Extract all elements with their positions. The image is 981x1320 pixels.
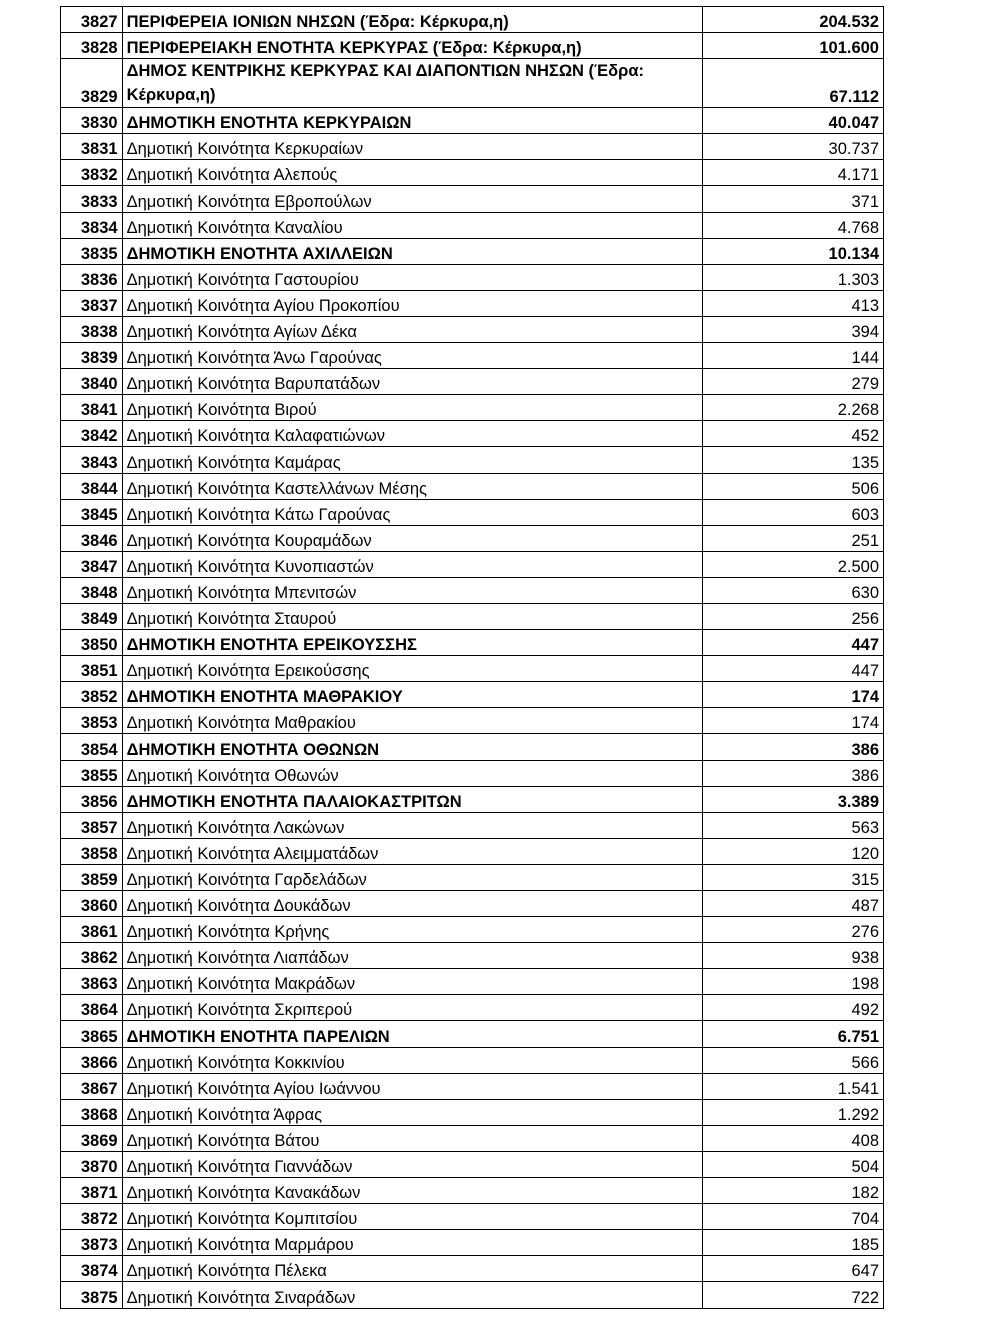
row-code: 3857 bbox=[61, 812, 123, 838]
row-population: 251 bbox=[703, 525, 884, 551]
row-code: 3831 bbox=[61, 134, 123, 160]
table-row bbox=[61, 1178, 884, 1204]
row-name: Δημοτική Κοινότητα Βιρού bbox=[122, 395, 703, 421]
row-code: 3873 bbox=[61, 1230, 123, 1256]
row-population: 452 bbox=[703, 421, 884, 447]
row-code: 3871 bbox=[61, 1178, 123, 1204]
row-population: 67.112 bbox=[703, 59, 884, 108]
row-population: 722 bbox=[703, 1282, 884, 1308]
row-name: Δημοτική Κοινότητα Κερκυραίων bbox=[122, 134, 703, 160]
table-row bbox=[61, 1047, 884, 1073]
table-row bbox=[61, 212, 884, 238]
row-population: 10.134 bbox=[703, 238, 884, 264]
table-row bbox=[61, 7, 884, 33]
row-name: Δημοτική Κοινότητα Σταυρού bbox=[122, 603, 703, 629]
table-row bbox=[61, 943, 884, 969]
table-row bbox=[61, 421, 884, 447]
row-population: 1.541 bbox=[703, 1073, 884, 1099]
row-code: 3868 bbox=[61, 1099, 123, 1125]
row-name: ΠΕΡΙΦΕΡΕΙΑ ΙΟΝΙΩΝ ΝΗΣΩΝ (Έδρα: Κέρκυρα,η) bbox=[122, 7, 703, 33]
row-code: 3835 bbox=[61, 238, 123, 264]
row-population: 135 bbox=[703, 447, 884, 473]
table-row bbox=[61, 603, 884, 629]
row-name: Δημοτική Κοινότητα Οθωνών bbox=[122, 760, 703, 786]
table-row bbox=[61, 838, 884, 864]
row-code: 3858 bbox=[61, 838, 123, 864]
table-row bbox=[61, 343, 884, 369]
table-row bbox=[61, 891, 884, 917]
table-row bbox=[61, 708, 884, 734]
row-name: Δημοτική Κοινότητα Καλαφατιώνων bbox=[122, 421, 703, 447]
table-row bbox=[61, 395, 884, 421]
row-code: 3860 bbox=[61, 891, 123, 917]
row-name: Δημοτική Κοινότητα Άφρας bbox=[122, 1099, 703, 1125]
row-population: 6.751 bbox=[703, 1021, 884, 1047]
table-row bbox=[61, 238, 884, 264]
row-population: 144 bbox=[703, 343, 884, 369]
row-code: 3872 bbox=[61, 1204, 123, 1230]
row-population: 101.600 bbox=[703, 33, 884, 59]
row-population: 566 bbox=[703, 1047, 884, 1073]
row-name: Δημοτική Κοινότητα Βάτου bbox=[122, 1125, 703, 1151]
row-population: 185 bbox=[703, 1230, 884, 1256]
row-code: 3827 bbox=[61, 7, 123, 33]
row-name: ΔΗΜΟΤΙΚΗ ΕΝΟΤΗΤΑ ΑΧΙΛΛΕΙΩΝ bbox=[122, 238, 703, 264]
row-code: 3863 bbox=[61, 969, 123, 995]
row-code: 3829 bbox=[61, 59, 123, 108]
row-name: Δημοτική Κοινότητα Δουκάδων bbox=[122, 891, 703, 917]
table-row bbox=[61, 551, 884, 577]
row-population: 40.047 bbox=[703, 108, 884, 134]
row-name: ΔΗΜΟΣ ΚΕΝΤΡΙΚΗΣ ΚΕΡΚΥΡΑΣ ΚΑΙ ΔΙΑΠΟΝΤΙΩΝ ΝΗΣΩΝ (Έδρα: Κέρκυρα,η) bbox=[122, 59, 703, 108]
row-population: 120 bbox=[703, 838, 884, 864]
table-row bbox=[61, 59, 884, 108]
table-row bbox=[61, 1282, 884, 1308]
row-code: 3852 bbox=[61, 682, 123, 708]
row-population: 2.500 bbox=[703, 551, 884, 577]
row-population: 630 bbox=[703, 577, 884, 603]
row-name: Δημοτική Κοινότητα Γαστουρίου bbox=[122, 264, 703, 290]
table-row bbox=[61, 760, 884, 786]
row-code: 3865 bbox=[61, 1021, 123, 1047]
row-name: ΔΗΜΟΤΙΚΗ ΕΝΟΤΗΤΑ ΠΑΛΑΙΟΚΑΣΤΡΙΤΩΝ bbox=[122, 786, 703, 812]
table-row bbox=[61, 108, 884, 134]
row-name: Δημοτική Κοινότητα Ερεικούσσης bbox=[122, 656, 703, 682]
row-code: 3834 bbox=[61, 212, 123, 238]
row-name: Δημοτική Κοινότητα Μαρμάρου bbox=[122, 1230, 703, 1256]
table-row bbox=[61, 473, 884, 499]
table-row bbox=[61, 1256, 884, 1282]
row-code: 3828 bbox=[61, 33, 123, 59]
row-population: 3.389 bbox=[703, 786, 884, 812]
table-row bbox=[61, 290, 884, 316]
table-row bbox=[61, 1021, 884, 1047]
row-population: 30.737 bbox=[703, 134, 884, 160]
table-row bbox=[61, 134, 884, 160]
row-code: 3844 bbox=[61, 473, 123, 499]
row-population: 4.171 bbox=[703, 160, 884, 186]
row-code: 3849 bbox=[61, 603, 123, 629]
population-table-body bbox=[61, 7, 884, 1309]
table-row bbox=[61, 1099, 884, 1125]
table-row bbox=[61, 630, 884, 656]
row-name: ΔΗΜΟΤΙΚΗ ΕΝΟΤΗΤΑ ΟΘΩΝΩΝ bbox=[122, 734, 703, 760]
row-population: 4.768 bbox=[703, 212, 884, 238]
row-name: Δημοτική Κοινότητα Σκριπερού bbox=[122, 995, 703, 1021]
row-code: 3839 bbox=[61, 343, 123, 369]
row-name: Δημοτική Κοινότητα Μπενιτσών bbox=[122, 577, 703, 603]
row-population: 938 bbox=[703, 943, 884, 969]
row-name: Δημοτική Κοινότητα Αγίου Προκοπίου bbox=[122, 290, 703, 316]
row-population: 1.303 bbox=[703, 264, 884, 290]
row-population: 492 bbox=[703, 995, 884, 1021]
table-row bbox=[61, 160, 884, 186]
row-population: 704 bbox=[703, 1204, 884, 1230]
table-row bbox=[61, 186, 884, 212]
row-name: Δημοτική Κοινότητα Κοκκινίου bbox=[122, 1047, 703, 1073]
row-name: ΔΗΜΟΤΙΚΗ ΕΝΟΤΗΤΑ ΜΑΘΡΑΚΙΟΥ bbox=[122, 682, 703, 708]
row-population: 1.292 bbox=[703, 1099, 884, 1125]
row-population: 504 bbox=[703, 1151, 884, 1177]
row-population: 603 bbox=[703, 499, 884, 525]
table-row bbox=[61, 734, 884, 760]
row-name: ΔΗΜΟΤΙΚΗ ΕΝΟΤΗΤΑ ΠΑΡΕΛΙΩΝ bbox=[122, 1021, 703, 1047]
row-code: 3851 bbox=[61, 656, 123, 682]
row-code: 3850 bbox=[61, 630, 123, 656]
row-name: Δημοτική Κοινότητα Καναλίου bbox=[122, 212, 703, 238]
table-row bbox=[61, 786, 884, 812]
row-code: 3836 bbox=[61, 264, 123, 290]
row-population: 198 bbox=[703, 969, 884, 995]
row-code: 3870 bbox=[61, 1151, 123, 1177]
table-row bbox=[61, 1230, 884, 1256]
row-population: 386 bbox=[703, 760, 884, 786]
row-population: 174 bbox=[703, 708, 884, 734]
row-code: 3874 bbox=[61, 1256, 123, 1282]
row-code: 3856 bbox=[61, 786, 123, 812]
row-name: ΔΗΜΟΤΙΚΗ ΕΝΟΤΗΤΑ ΕΡΕΙΚΟΥΣΣΗΣ bbox=[122, 630, 703, 656]
row-code: 3832 bbox=[61, 160, 123, 186]
table-row bbox=[61, 864, 884, 890]
population-table bbox=[60, 6, 884, 1309]
table-row bbox=[61, 316, 884, 342]
row-population: 204.532 bbox=[703, 7, 884, 33]
row-code: 3866 bbox=[61, 1047, 123, 1073]
row-name: Δημοτική Κοινότητα Εβροπούλων bbox=[122, 186, 703, 212]
row-name: Δημοτική Κοινότητα Σιναράδων bbox=[122, 1282, 703, 1308]
row-population: 647 bbox=[703, 1256, 884, 1282]
row-population: 563 bbox=[703, 812, 884, 838]
row-name: Δημοτική Κοινότητα Γιαννάδων bbox=[122, 1151, 703, 1177]
table-row bbox=[61, 499, 884, 525]
row-name: Δημοτική Κοινότητα Αγίων Δέκα bbox=[122, 316, 703, 342]
row-population: 279 bbox=[703, 369, 884, 395]
row-name: Δημοτική Κοινότητα Γαρδελάδων bbox=[122, 864, 703, 890]
row-code: 3841 bbox=[61, 395, 123, 421]
row-population: 2.268 bbox=[703, 395, 884, 421]
row-name: Δημοτική Κοινότητα Βαρυπατάδων bbox=[122, 369, 703, 395]
row-code: 3869 bbox=[61, 1125, 123, 1151]
row-code: 3859 bbox=[61, 864, 123, 890]
table-row bbox=[61, 577, 884, 603]
row-name: Δημοτική Κοινότητα Καμάρας bbox=[122, 447, 703, 473]
row-code: 3855 bbox=[61, 760, 123, 786]
row-name: Δημοτική Κοινότητα Λιαπάδων bbox=[122, 943, 703, 969]
row-code: 3862 bbox=[61, 943, 123, 969]
row-population: 447 bbox=[703, 656, 884, 682]
row-population: 506 bbox=[703, 473, 884, 499]
table-row bbox=[61, 917, 884, 943]
row-code: 3830 bbox=[61, 108, 123, 134]
row-name: Δημοτική Κοινότητα Μαθρακίου bbox=[122, 708, 703, 734]
row-population: 394 bbox=[703, 316, 884, 342]
row-name: ΠΕΡΙΦΕΡΕΙΑΚΗ ΕΝΟΤΗΤΑ ΚΕΡΚΥΡΑΣ (Έδρα: Κέρκυρα,η) bbox=[122, 33, 703, 59]
row-code: 3833 bbox=[61, 186, 123, 212]
row-population: 256 bbox=[703, 603, 884, 629]
table-row bbox=[61, 969, 884, 995]
row-name: Δημοτική Κοινότητα Αλειμματάδων bbox=[122, 838, 703, 864]
table-row bbox=[61, 525, 884, 551]
row-code: 3848 bbox=[61, 577, 123, 603]
table-row bbox=[61, 682, 884, 708]
row-name: Δημοτική Κοινότητα Κομπιτσίου bbox=[122, 1204, 703, 1230]
row-code: 3843 bbox=[61, 447, 123, 473]
row-code: 3840 bbox=[61, 369, 123, 395]
row-population: 174 bbox=[703, 682, 884, 708]
row-code: 3837 bbox=[61, 290, 123, 316]
row-name: Δημοτική Κοινότητα Κάτω Γαρούνας bbox=[122, 499, 703, 525]
row-code: 3853 bbox=[61, 708, 123, 734]
row-population: 371 bbox=[703, 186, 884, 212]
row-population: 386 bbox=[703, 734, 884, 760]
table-row bbox=[61, 369, 884, 395]
row-name: Δημοτική Κοινότητα Κουραμάδων bbox=[122, 525, 703, 551]
table-row bbox=[61, 1125, 884, 1151]
table-row bbox=[61, 1151, 884, 1177]
row-code: 3847 bbox=[61, 551, 123, 577]
row-population: 413 bbox=[703, 290, 884, 316]
row-population: 447 bbox=[703, 630, 884, 656]
table-row bbox=[61, 656, 884, 682]
table-row bbox=[61, 1073, 884, 1099]
row-code: 3864 bbox=[61, 995, 123, 1021]
row-code: 3861 bbox=[61, 917, 123, 943]
row-code: 3875 bbox=[61, 1282, 123, 1308]
row-population: 487 bbox=[703, 891, 884, 917]
row-name: Δημοτική Κοινότητα Κανακάδων bbox=[122, 1178, 703, 1204]
row-name: Δημοτική Κοινότητα Κρήνης bbox=[122, 917, 703, 943]
row-name: Δημοτική Κοινότητα Καστελλάνων Μέσης bbox=[122, 473, 703, 499]
row-name: Δημοτική Κοινότητα Κυνοπιαστών bbox=[122, 551, 703, 577]
table-row bbox=[61, 33, 884, 59]
table-row bbox=[61, 447, 884, 473]
row-code: 3867 bbox=[61, 1073, 123, 1099]
row-name: Δημοτική Κοινότητα Λακώνων bbox=[122, 812, 703, 838]
row-population: 182 bbox=[703, 1178, 884, 1204]
table-row bbox=[61, 1204, 884, 1230]
row-population: 315 bbox=[703, 864, 884, 890]
table-row bbox=[61, 812, 884, 838]
row-name: ΔΗΜΟΤΙΚΗ ΕΝΟΤΗΤΑ ΚΕΡΚΥΡΑΙΩΝ bbox=[122, 108, 703, 134]
row-population: 408 bbox=[703, 1125, 884, 1151]
row-code: 3846 bbox=[61, 525, 123, 551]
row-name: Δημοτική Κοινότητα Αγίου Ιωάννου bbox=[122, 1073, 703, 1099]
table-row bbox=[61, 995, 884, 1021]
row-code: 3845 bbox=[61, 499, 123, 525]
row-name: Δημοτική Κοινότητα Πέλεκα bbox=[122, 1256, 703, 1282]
row-population: 276 bbox=[703, 917, 884, 943]
row-name: Δημοτική Κοινότητα Μακράδων bbox=[122, 969, 703, 995]
row-code: 3854 bbox=[61, 734, 123, 760]
row-code: 3842 bbox=[61, 421, 123, 447]
row-code: 3838 bbox=[61, 316, 123, 342]
table-row bbox=[61, 264, 884, 290]
row-name: Δημοτική Κοινότητα Άνω Γαρούνας bbox=[122, 343, 703, 369]
row-name: Δημοτική Κοινότητα Αλεπούς bbox=[122, 160, 703, 186]
